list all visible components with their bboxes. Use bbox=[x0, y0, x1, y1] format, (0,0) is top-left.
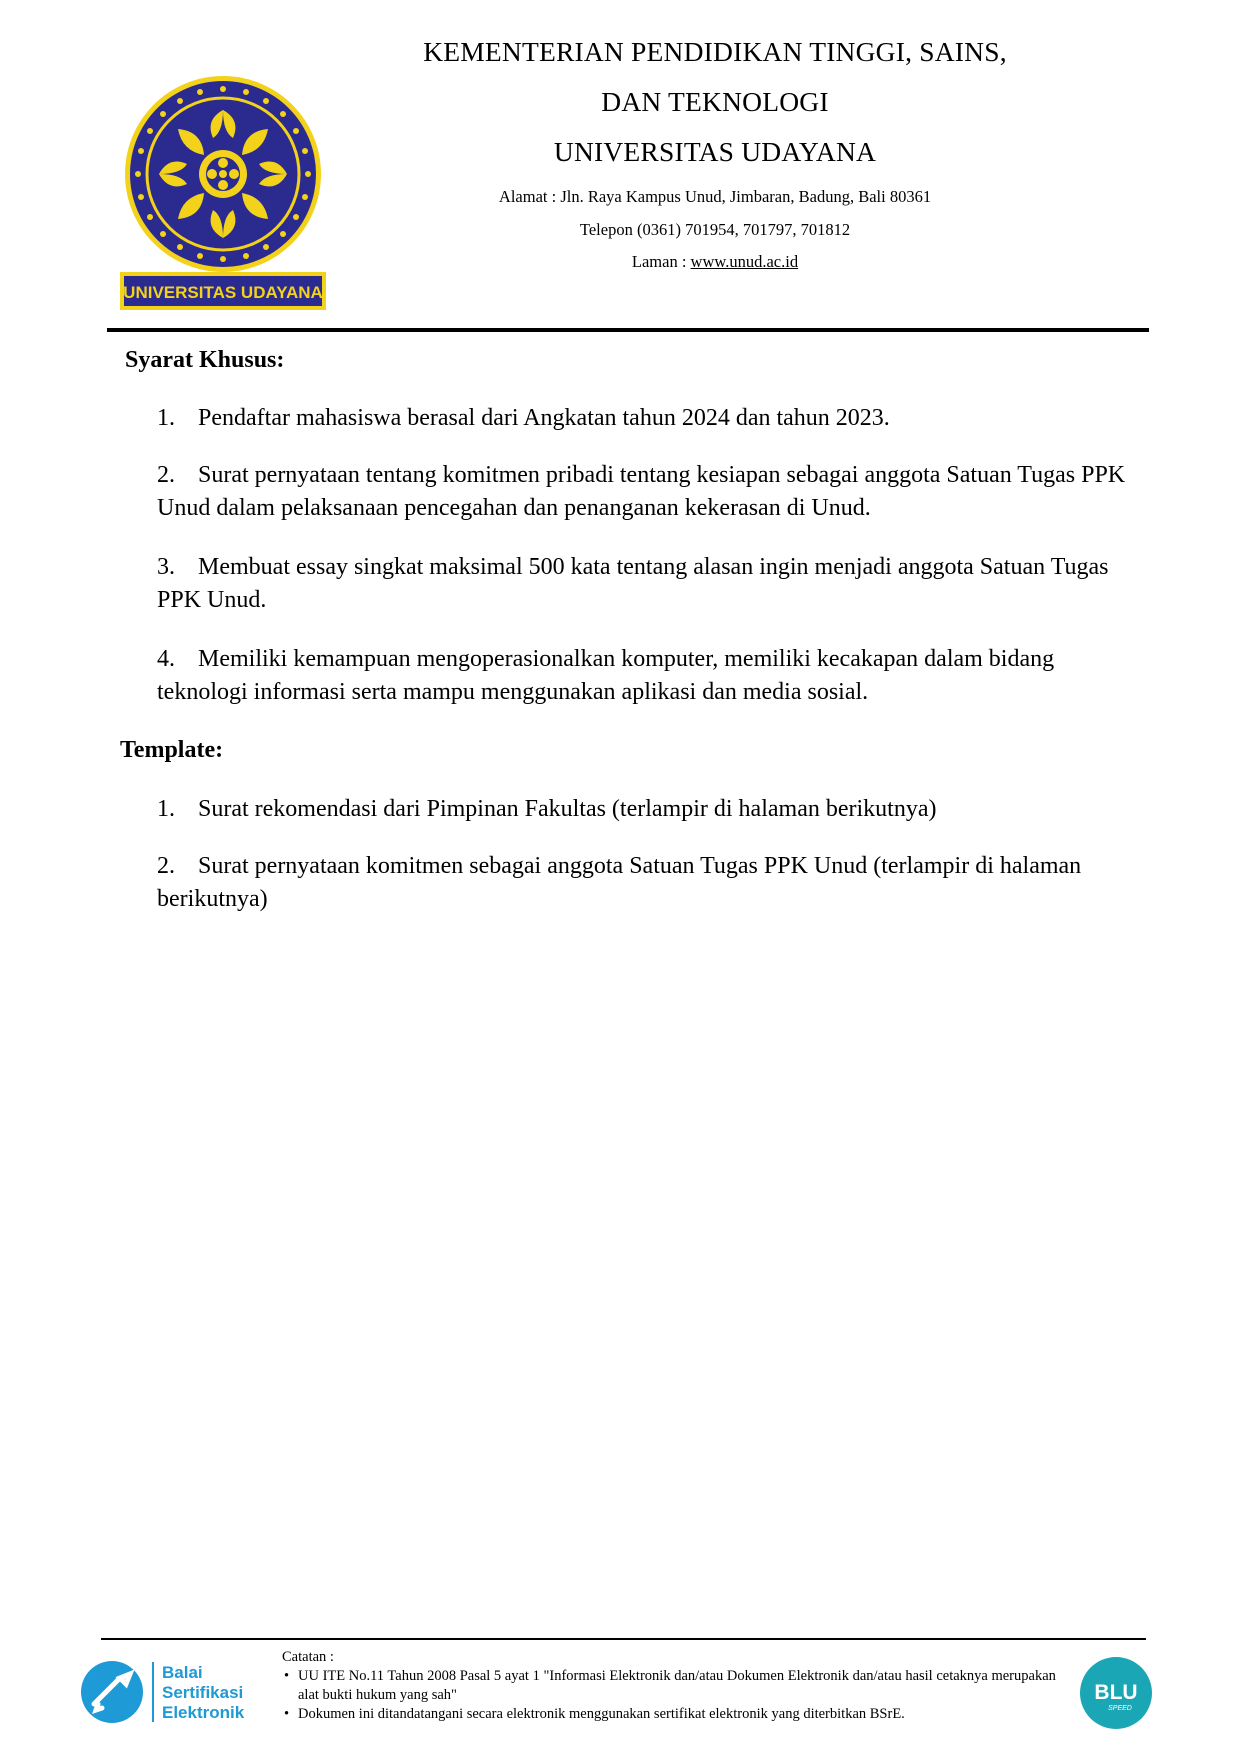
syarat-item-3 bbox=[157, 551, 1137, 617]
item-text: Pendaftar mahasiswa berasal dari Angkatan tahun 2024 dan tahun 2023. bbox=[198, 405, 890, 431]
note-digital-signature: • Dokumen ini ditandatangani secara elektronik menggunakan sertifikat elektronik yang diterbitkan BSrE. bbox=[298, 1705, 1062, 1724]
bsre-line2: Sertifikasi bbox=[162, 1683, 244, 1702]
header-ministry-line2: DAN TEKNOLOGI bbox=[601, 86, 829, 117]
header-phone: Telepon (0361) 701954, 701797, 701812 bbox=[579, 220, 851, 239]
footer-notes bbox=[282, 1648, 1062, 1724]
item-text: Surat pernyataan tentang komitmen pribadi tentang kesiapan sebagai anggota Satuan Tugas PPK Unud dalam pelaksanaan pencegahan dan penanganan kekerasan di Unud. bbox=[157, 462, 1126, 521]
template-item-1 bbox=[157, 793, 1137, 826]
item-number: 1. bbox=[157, 796, 175, 822]
notes-list bbox=[282, 1667, 1062, 1724]
blu-text: BLU bbox=[1094, 1681, 1138, 1704]
header-ministry: KEMENTERIAN PENDIDIKAN TINGGI, SAINS, bbox=[423, 36, 1007, 67]
footer-rule bbox=[101, 1638, 1146, 1640]
logo-caption: UNIVERSITAS UDAYANA bbox=[123, 283, 323, 302]
item-number: 2. bbox=[157, 853, 175, 879]
item-number: 2. bbox=[157, 462, 175, 488]
item-number: 4. bbox=[157, 646, 175, 672]
item-number: 3. bbox=[157, 554, 175, 580]
item-text: Membuat essay singkat maksimal 500 kata tentang alasan ingin menjadi anggota Satuan Tugas PPK Unud. bbox=[157, 554, 1109, 613]
template-item-2 bbox=[157, 850, 1137, 916]
header-website bbox=[360, 252, 1070, 272]
blu-speed-logo bbox=[1080, 1657, 1152, 1729]
syarat-item-4 bbox=[157, 643, 1137, 709]
template-heading: Template: bbox=[120, 737, 224, 763]
header-rule bbox=[107, 328, 1149, 332]
website-link[interactable]: www.unud.ac.id bbox=[690, 252, 799, 271]
note-uu-ite: • UU ITE No.11 Tahun 2008 Pasal 5 ayat 1 "Informasi Elektronik dan/atau Dokumen Elektronik dan/atau hasil cetaknya merupakan alat bukti hukum yang sah" bbox=[298, 1667, 1062, 1705]
syarat-item-2 bbox=[157, 459, 1137, 525]
header-university: UNIVERSITAS UDAYANA bbox=[553, 136, 877, 167]
website-label: Laman : bbox=[631, 252, 691, 271]
item-text: Surat pernyataan komitmen sebagai anggota Satuan Tugas PPK Unud (terlampir di halaman berikutnya) bbox=[157, 853, 1082, 912]
bsre-line3: Elektronik bbox=[162, 1703, 245, 1722]
syarat-item-1 bbox=[157, 402, 1137, 435]
item-text: Memiliki kemampuan mengoperasionalkan komputer, memiliki kecakapan dalam bidang teknologi informasi serta mampu menggunakan aplikasi dan media sosial. bbox=[157, 646, 1055, 705]
header-address: Alamat : Jln. Raya Kampus Unud, Jimbaran, Badung, Bali 80361 bbox=[498, 187, 932, 206]
notes-title: Catatan : bbox=[282, 1649, 334, 1665]
bsre-logo bbox=[80, 1656, 265, 1726]
item-number: 1. bbox=[157, 405, 175, 431]
universitas-udayana-logo bbox=[120, 76, 326, 310]
bsre-line1: Balai bbox=[162, 1663, 203, 1682]
syarat-khusus-heading: Syarat Khusus: bbox=[125, 347, 285, 373]
item-text: Surat rekomendasi dari Pimpinan Fakultas (terlampir di halaman berikutnya) bbox=[198, 796, 937, 822]
blu-sub: SPEED bbox=[1108, 1705, 1132, 1712]
